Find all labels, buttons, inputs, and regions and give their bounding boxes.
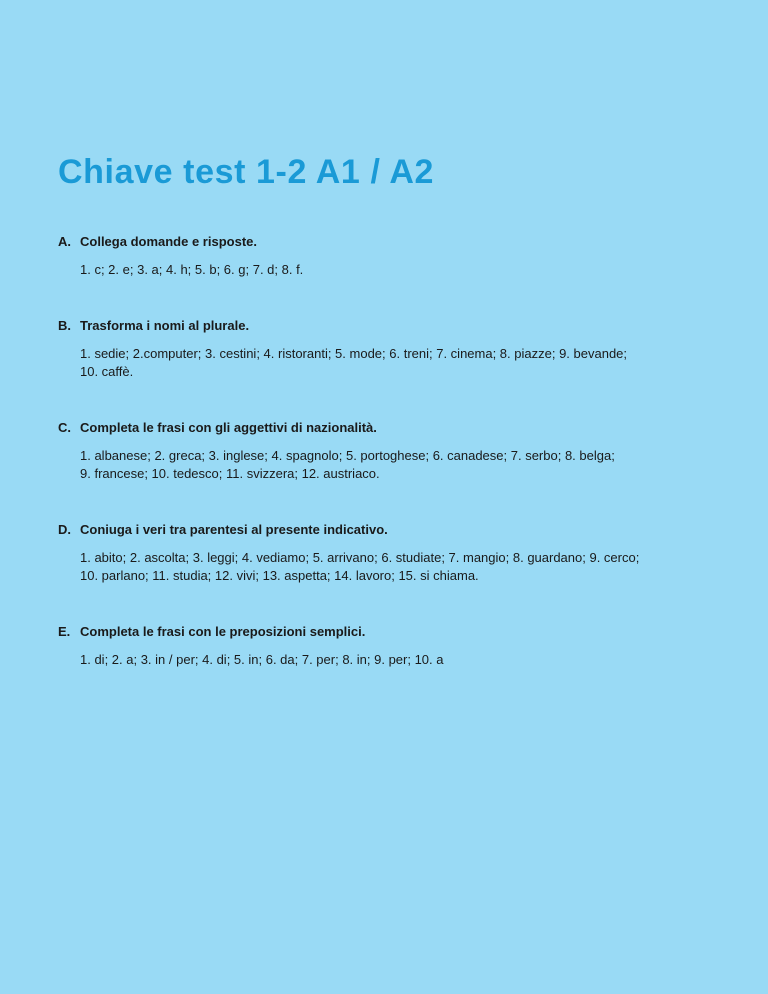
exercise-letter: C. xyxy=(58,420,71,435)
exercise-b xyxy=(58,317,718,381)
answer-line: 10. caffè. xyxy=(80,364,134,379)
answer-line: 1. albanese; 2. greca; 3. inglese; 4. spagnolo; 5. portoghese; 6. canadese; 7. serbo; 8. belga; xyxy=(80,448,615,463)
exercise-heading xyxy=(58,419,718,437)
answer-line: 1. c; 2. e; 3. a; 4. h; 5. b; 6. g; 7. d; 8. f. xyxy=(80,262,304,277)
answer-text xyxy=(80,651,718,669)
exercise-c xyxy=(58,419,718,483)
page-title: Chiave test 1-2 A1 / A2 xyxy=(58,153,434,191)
exercise-heading xyxy=(58,317,718,335)
exercise-d xyxy=(58,521,718,585)
exercise-letter: D. xyxy=(58,522,71,537)
answer-line: 1. sedie; 2.computer; 3. cestini; 4. ristoranti; 5. mode; 6. treni; 7. cinema; 8. piazze; 9. bevande; xyxy=(80,346,628,361)
exercise-heading xyxy=(58,521,718,539)
answer-text xyxy=(80,549,718,585)
exercise-letter: A. xyxy=(58,234,71,249)
exercise-e xyxy=(58,623,718,669)
exercise-a xyxy=(58,233,718,279)
exercise-instruction: Completa le frasi con le preposizioni semplici. xyxy=(80,624,366,639)
exercise-letter: E. xyxy=(58,624,71,639)
exercise-instruction: Completa le frasi con gli aggettivi di nazionalità. xyxy=(80,420,377,435)
exercise-list xyxy=(58,233,718,707)
answer-text xyxy=(80,345,718,381)
answer-line: 1. di; 2. a; 3. in / per; 4. di; 5. in; 6. da; 7. per; 8. in; 9. per; 10. a xyxy=(80,652,444,667)
answer-line: 10. parlano; 11. studia; 12. vivi; 13. aspetta; 14. lavoro; 15. si chiama. xyxy=(80,568,479,583)
answer-text xyxy=(80,261,718,279)
exercise-heading xyxy=(58,623,718,641)
exercise-instruction: Collega domande e risposte. xyxy=(80,234,257,249)
answer-line: 1. abito; 2. ascolta; 3. leggi; 4. vediamo; 5. arrivano; 6. studiate; 7. mangio; 8. guardano; 9. cerco; xyxy=(80,550,640,565)
exercise-instruction: Coniuga i veri tra parentesi al presente indicativo. xyxy=(80,522,388,537)
answer-text xyxy=(80,447,718,483)
exercise-heading xyxy=(58,233,718,251)
answer-line: 9. francese; 10. tedesco; 11. svizzera; 12. austriaco. xyxy=(80,466,380,481)
exercise-instruction: Trasforma i nomi al plurale. xyxy=(80,318,250,333)
exercise-letter: B. xyxy=(58,318,71,333)
